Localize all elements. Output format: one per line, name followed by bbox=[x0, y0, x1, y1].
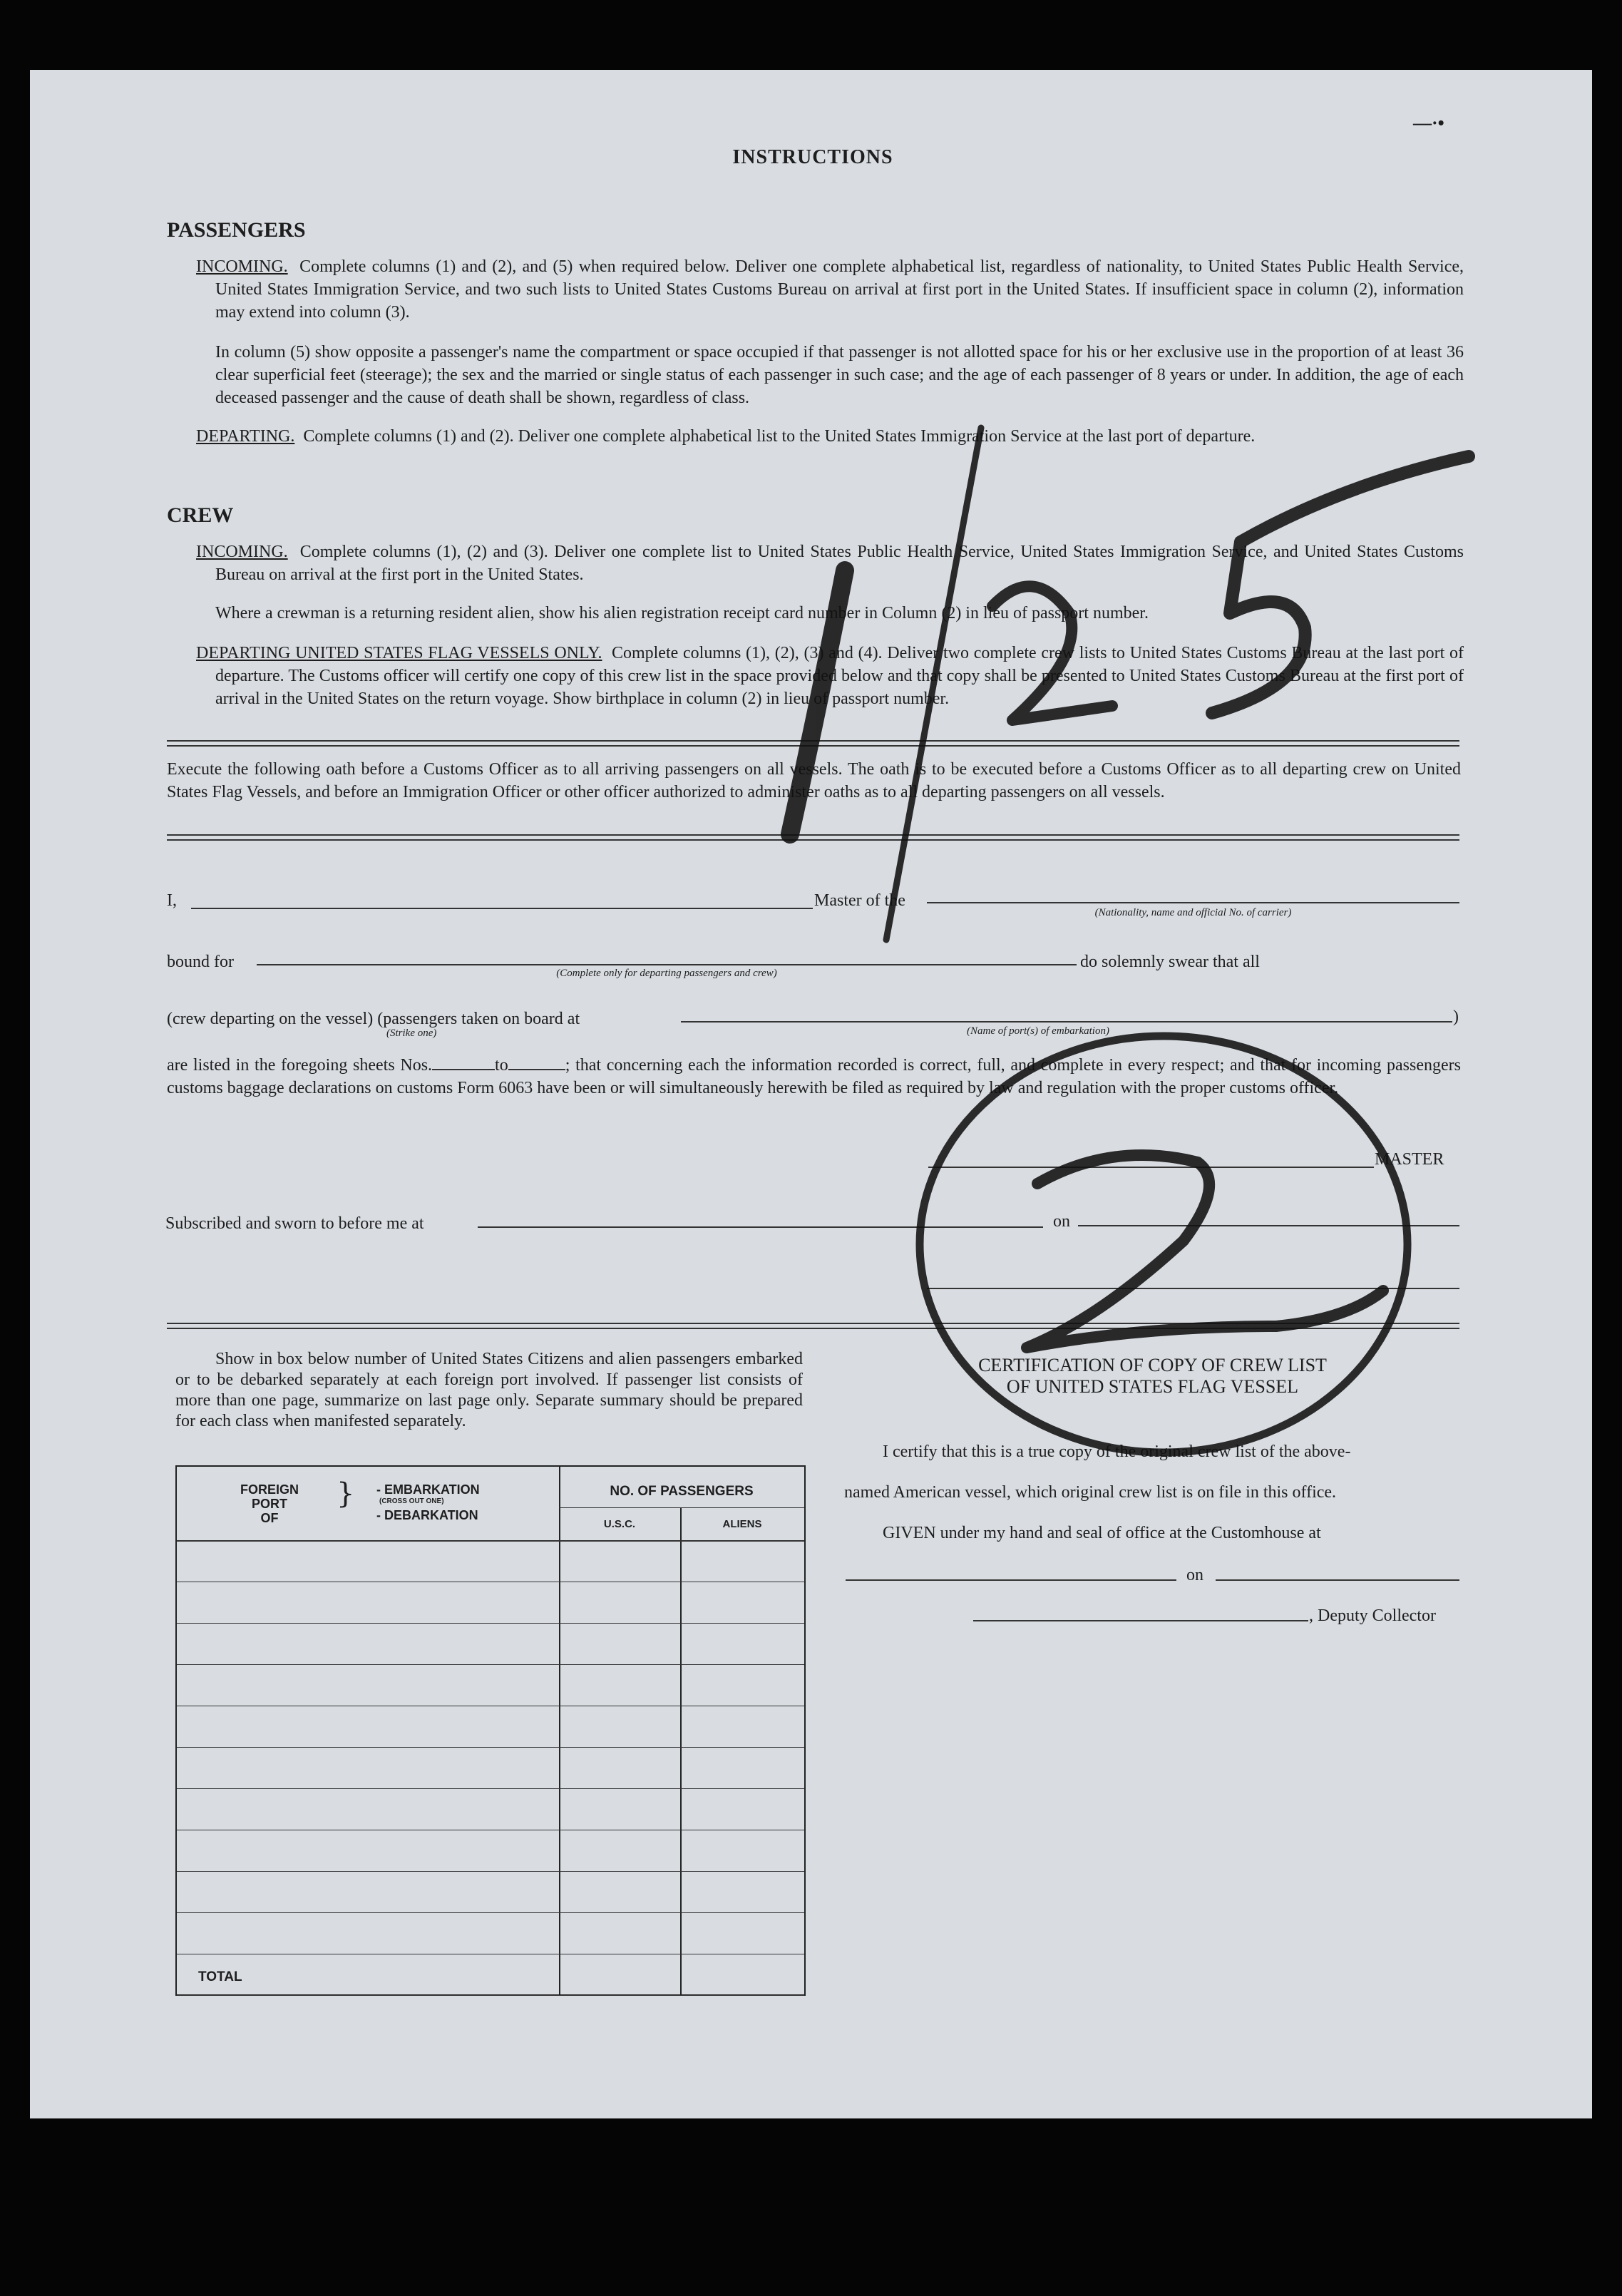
table-row[interactable] bbox=[177, 1623, 804, 1664]
sworn-on-label: on bbox=[1053, 1212, 1070, 1231]
certification-title bbox=[846, 1355, 1459, 1398]
table-row[interactable] bbox=[177, 1954, 804, 1995]
listed-rest: ; that concerning each the information recorded is correct, full, and complete in every respect; and that for incoming passengers customs baggage declarations on customs Form 6063 have been or will simultaneously herewith be filed as required by law and regulation with the proper customs officer. bbox=[167, 1056, 1461, 1097]
master-signature-field[interactable] bbox=[928, 1167, 1374, 1168]
corner-mark: —·• bbox=[1413, 113, 1444, 133]
embarkation-port-field[interactable] bbox=[681, 1021, 1452, 1023]
embarkation-label: - EMBARKATION bbox=[376, 1482, 480, 1497]
given-line: GIVEN under my hand and seal of office at the Customhouse at bbox=[883, 1524, 1321, 1542]
master-label: MASTER bbox=[1375, 1150, 1444, 1169]
summary-instructions: Show in box below number of United States Citizens and alien passengers embarked or to be debarked separately at each foreign port involved. If passenger list consists of more than one page, summarize on last page only. Separate summary should be prepared for each class when manifested separately. bbox=[175, 1350, 803, 1430]
bound-for-label: bound for bbox=[167, 953, 234, 971]
usc-header: U.S.C. bbox=[603, 1518, 636, 1530]
listed-paragraph bbox=[167, 1054, 1461, 1100]
certification-title-line2: OF UNITED STATES FLAG VESSEL bbox=[1006, 1376, 1299, 1397]
subscribed-label: Subscribed and sworn to before me at bbox=[165, 1214, 424, 1233]
name-of-port-caption: (Name of port(s) of embarkation) bbox=[967, 1025, 1109, 1037]
crew-incoming-paragraph bbox=[196, 540, 1464, 586]
table-row[interactable] bbox=[177, 1582, 804, 1623]
sheet-to-field[interactable] bbox=[508, 1056, 565, 1070]
passengers-departing-paragraph bbox=[196, 425, 1464, 448]
passengers-column5-paragraph: In column (5) show opposite a passenger's name the compartment or space occupied if that passenger is not allotted space for his or her exclusive use in the proportion of at least 36 clear superficial feet (steerage); the sex and the married or single status of each passenger in such case; and the age of each passenger of 8 years or under. In addition, the age of each deceased passenger and the cause of death shall be shown, regardless of class. bbox=[215, 343, 1464, 407]
passengers-incoming-text: Complete columns (1) and (2), and (5) when required below. Deliver one complete alphabetical list, regardless of nationality, to United States Public Health Service, United States Immigration Service, and two such lists to United States Customs Bureau on arrival at first port in the United States. If insufficient space in column (2), information may extend into column (3). bbox=[215, 257, 1464, 322]
oath-i-label: I, bbox=[167, 891, 177, 910]
table-row[interactable] bbox=[177, 1706, 804, 1747]
certify-line2: named American vessel, which original crew list is on file in this office. bbox=[844, 1483, 1337, 1502]
deputy-collector-label: , Deputy Collector bbox=[1309, 1606, 1436, 1625]
crew-departing-paragraph bbox=[196, 642, 1464, 710]
crew-departing-text: Complete columns (1), (2), (3) and (4). Deliver two complete crew lists to United States Customs Bureau at the last port of departure. The Customs officer will certify one copy of this crew list in the space provided below and that copy shall be presented to United States Customs Bureau at the first port of arrival in the United States on the return voyage. Show birthplace in column (2) in lieu of passport number. bbox=[215, 644, 1464, 708]
crew-heading: CREW bbox=[167, 503, 234, 527]
nationality-caption: (Nationality, name and official No. of carrier) bbox=[1094, 907, 1292, 918]
crew-resident-paragraph: Where a crewman is a returning resident alien, show his alien registration receipt card number in Column (2) in lieu of passport number. bbox=[215, 604, 1149, 622]
certification-on-label: on bbox=[1186, 1566, 1203, 1584]
crew-departing-label: (crew departing on the vessel) (passengers taken on board at bbox=[167, 1010, 580, 1028]
certify-line1: I certify that this is a true copy of the original crew list of the above- bbox=[883, 1442, 1351, 1461]
foreign-port-of-label: FOREIGN PORT OF bbox=[240, 1482, 299, 1525]
certification-title-line1: CERTIFICATION OF COPY OF CREW LIST bbox=[978, 1355, 1327, 1375]
listed-prefix: are listed in the foregoing sheets Nos. bbox=[167, 1056, 433, 1075]
crew-incoming-text: Complete columns (1), (2) and (3). Deliver one complete list to United States Public Health Service, United States Immigration Service, and United States Customs Bureau on arrival at the first port in the United States. bbox=[215, 543, 1464, 584]
section-divider bbox=[167, 740, 1459, 747]
passenger-summary-table bbox=[175, 1465, 806, 1996]
oath-divider bbox=[167, 834, 1459, 841]
officer-signature-field[interactable] bbox=[927, 1288, 1459, 1289]
table-row[interactable] bbox=[177, 1788, 804, 1830]
table-row[interactable] bbox=[177, 1995, 804, 2036]
crew-departing-label: DEPARTING UNITED STATES FLAG VESSELS ONLY. bbox=[196, 644, 602, 662]
complete-only-caption: (Complete only for departing passengers and crew) bbox=[556, 968, 777, 979]
customhouse-field[interactable] bbox=[846, 1579, 1176, 1581]
table-row[interactable] bbox=[177, 1540, 804, 1582]
passengers-departing-text: Complete columns (1) and (2). Deliver one complete alphabetical list to the United States Immigration Service at the last port of departure. bbox=[303, 427, 1256, 446]
oath-bottom-divider bbox=[167, 1323, 1459, 1329]
oath-intro: Execute the following oath before a Customs Officer as to all arriving passengers on all vessels. The oath is to be executed before a Customs Officer as to all departing crew on United States Flag Vessels, and before an Immigration Officer or other officer authorized to administer oaths as to all departing passengers on all vessels. bbox=[167, 760, 1461, 801]
table-row[interactable] bbox=[177, 1664, 804, 1706]
brace-glyph: } bbox=[337, 1477, 355, 1510]
strike-one-caption: (Strike one) bbox=[386, 1027, 437, 1039]
crew-incoming-label: INCOMING. bbox=[196, 543, 288, 561]
master-of-the-label: Master of the bbox=[814, 891, 905, 910]
passengers-departing-label: DEPARTING. bbox=[196, 427, 295, 446]
no-of-passengers-header: NO. OF PASSENGERS bbox=[610, 1484, 754, 1499]
bound-for-field[interactable] bbox=[257, 964, 1077, 965]
table-row[interactable] bbox=[177, 1871, 804, 1912]
passengers-incoming-label: INCOMING. bbox=[196, 257, 288, 276]
table-row[interactable] bbox=[177, 1912, 804, 1954]
close-paren: ) bbox=[1453, 1008, 1459, 1026]
debarkation-label: - DEBARKATION bbox=[376, 1508, 478, 1522]
to-label: to bbox=[495, 1056, 508, 1075]
vessel-field[interactable] bbox=[927, 902, 1459, 903]
master-name-field[interactable] bbox=[191, 908, 813, 909]
sworn-date-field[interactable] bbox=[1078, 1225, 1459, 1226]
table-row[interactable] bbox=[177, 1830, 804, 1871]
certification-date-field[interactable] bbox=[1216, 1579, 1459, 1581]
deputy-collector-signature-field[interactable] bbox=[973, 1620, 1308, 1621]
table-row[interactable] bbox=[177, 1747, 804, 1788]
passengers-incoming-paragraph bbox=[196, 255, 1464, 324]
do-solemnly-label: do solemnly swear that all bbox=[1080, 953, 1260, 971]
sheet-from-field[interactable] bbox=[432, 1056, 495, 1070]
passengers-heading: PASSENGERS bbox=[167, 218, 306, 242]
page-title: INSTRUCTIONS bbox=[732, 146, 893, 168]
total-label: TOTAL bbox=[198, 1969, 242, 1984]
cross-out-one-label: (CROSS OUT ONE) bbox=[379, 1497, 444, 1505]
sworn-place-field[interactable] bbox=[478, 1226, 1043, 1228]
aliens-header: ALIENS bbox=[722, 1518, 762, 1530]
